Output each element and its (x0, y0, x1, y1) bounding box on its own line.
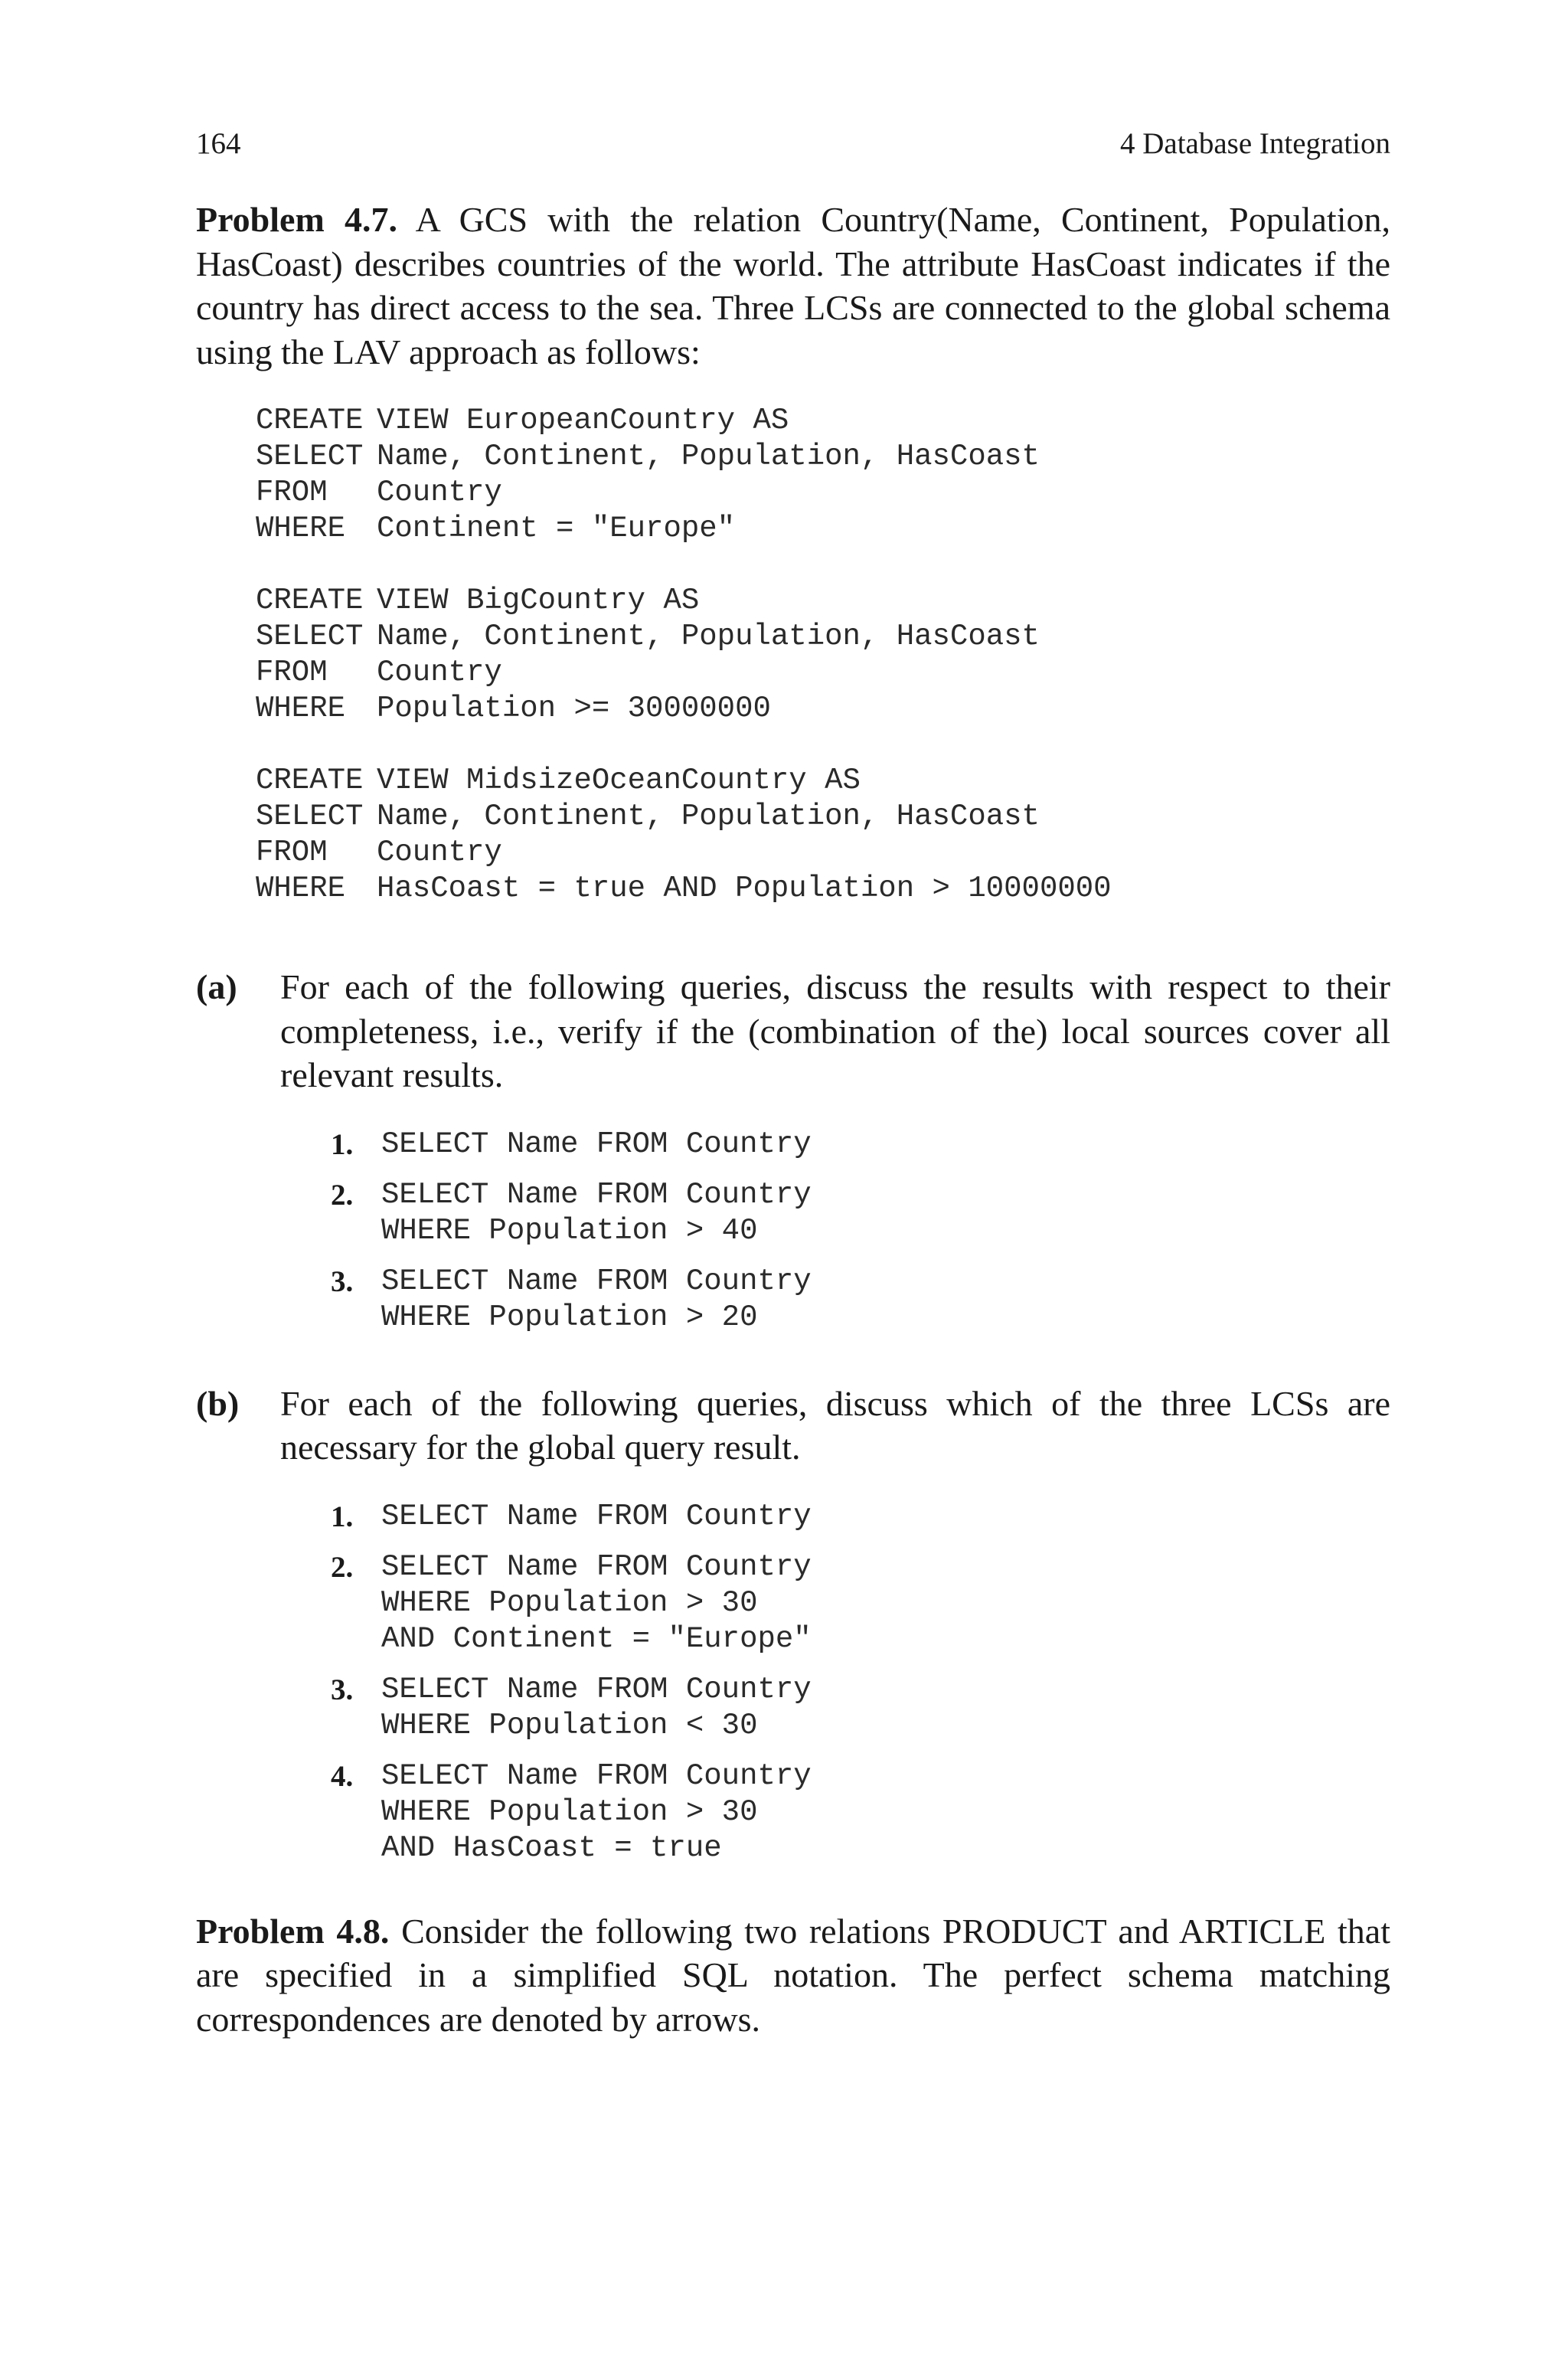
sql-clause: HasCoast = true AND Population > 10000000 (377, 872, 1112, 905)
sql-keyword: SELECT (256, 800, 364, 833)
query-item (331, 1672, 1390, 1744)
query-item (331, 1549, 1390, 1657)
query-item (331, 1264, 1390, 1336)
sql-keyword: WHERE (256, 512, 346, 545)
view-definitions (256, 403, 1390, 907)
query-code-line: SELECT Name FROM Country (381, 1177, 812, 1212)
query-code-line: SELECT Name FROM Country (381, 1758, 812, 1793)
query-code-line: SELECT Name FROM Country (381, 1127, 812, 1161)
part-a (196, 965, 1390, 1336)
sql-clause: VIEW BigCountry AS (377, 584, 700, 617)
problem-4-8-label: Problem 4.8. (196, 1911, 390, 1951)
query-code-line: SELECT Name FROM Country (381, 1499, 812, 1533)
sql-keyword: SELECT (256, 620, 364, 653)
code-line (256, 799, 1390, 835)
view-definition (256, 583, 1390, 727)
query-code-line: AND HasCoast = true (381, 1830, 722, 1865)
query-number: 4. (331, 1759, 354, 1793)
query-item (331, 1499, 1390, 1535)
sql-clause: Country (377, 476, 502, 509)
sql-keyword: FROM (256, 476, 328, 509)
query-item (331, 1177, 1390, 1249)
query-code-line: SELECT Name FROM Country (381, 1672, 812, 1706)
part-a-text: For each of the following queries, discuss the results with respect to their completeness, i.e., verify if the (combination of the) local sources cover all relevant results. (280, 967, 1390, 1094)
code-line (256, 763, 1390, 799)
code-line (256, 475, 1390, 511)
code-line (256, 439, 1390, 475)
sql-clause: VIEW EuropeanCountry AS (377, 404, 789, 437)
sql-keyword: WHERE (256, 872, 346, 905)
query-code-line: AND Continent = "Europe" (381, 1621, 812, 1656)
query-number: 2. (331, 1550, 354, 1584)
problem-4-8-text: Consider the following two relations PRODUCT and ARTICLE that are specified in a simplified SQL notation. The perfect schema matching correspondences are denoted by arrows. (196, 1911, 1390, 2039)
sql-clause: Name, Continent, Population, HasCoast (377, 800, 1040, 833)
query-code-line: WHERE Population > 20 (381, 1300, 758, 1334)
query-code-line: WHERE Population > 40 (381, 1213, 758, 1248)
code-line (256, 619, 1390, 655)
part-b-queries (331, 1499, 1390, 1866)
page (196, 123, 1390, 2041)
sql-clause: Country (377, 836, 502, 869)
sql-keyword: FROM (256, 656, 328, 689)
problem-4-8-statement (196, 1909, 1390, 2042)
query-item (331, 1758, 1390, 1866)
problem-4-7-label: Problem 4.7. (196, 200, 397, 239)
code-line (256, 655, 1390, 691)
page-number: 164 (196, 127, 241, 160)
part-a-label: (a) (196, 967, 237, 1006)
sql-keyword: SELECT (256, 440, 364, 473)
problem-4-7-statement (196, 198, 1390, 374)
sql-clause: Country (377, 656, 502, 689)
view-definition (256, 763, 1390, 907)
query-code-line: WHERE Population < 30 (381, 1708, 758, 1742)
query-code-line: WHERE Population > 30 (381, 1585, 758, 1620)
query-code-line: WHERE Population > 30 (381, 1794, 758, 1829)
chapter-title: 4 Database Integration (1119, 127, 1390, 160)
sql-keyword: CREATE (256, 404, 364, 437)
sql-keyword: FROM (256, 836, 328, 869)
sql-keyword: CREATE (256, 584, 364, 617)
sql-clause: Population >= 30000000 (377, 692, 771, 725)
sql-clause: Name, Continent, Population, HasCoast (377, 620, 1040, 653)
problem-4-7-text: A GCS with the relation Country(Name, Continent, Population, HasCoast) describes countries of the world. The attribute HasCoast indicates if the country has direct access to the sea. Three LCSs are connected to the global schema using the LAV approach as follows: (196, 200, 1390, 371)
sql-keyword: CREATE (256, 764, 364, 797)
query-number: 1. (331, 1127, 354, 1161)
query-item (331, 1127, 1390, 1163)
code-line (256, 403, 1390, 439)
code-line (256, 583, 1390, 619)
sql-clause: Name, Continent, Population, HasCoast (377, 440, 1040, 473)
sql-clause: VIEW MidsizeOceanCountry AS (377, 764, 861, 797)
part-b-text: For each of the following queries, discuss which of the three LCSs are necessary for the global query result. (280, 1383, 1390, 1467)
query-number: 1. (331, 1500, 354, 1533)
sql-keyword: WHERE (256, 692, 346, 725)
query-code-line: SELECT Name FROM Country (381, 1549, 812, 1584)
query-number: 2. (331, 1178, 354, 1212)
query-number: 3. (331, 1673, 354, 1706)
code-line (256, 511, 1390, 547)
view-definition (256, 403, 1390, 547)
running-header (196, 123, 1390, 165)
query-code-line: SELECT Name FROM Country (381, 1264, 812, 1298)
query-number: 3. (331, 1264, 354, 1298)
sql-clause: Continent = "Europe" (377, 512, 736, 545)
code-line (256, 835, 1390, 871)
code-line (256, 871, 1390, 907)
part-a-queries (331, 1127, 1390, 1336)
code-line (256, 691, 1390, 727)
part-b (196, 1382, 1390, 1866)
part-b-label: (b) (196, 1383, 240, 1423)
